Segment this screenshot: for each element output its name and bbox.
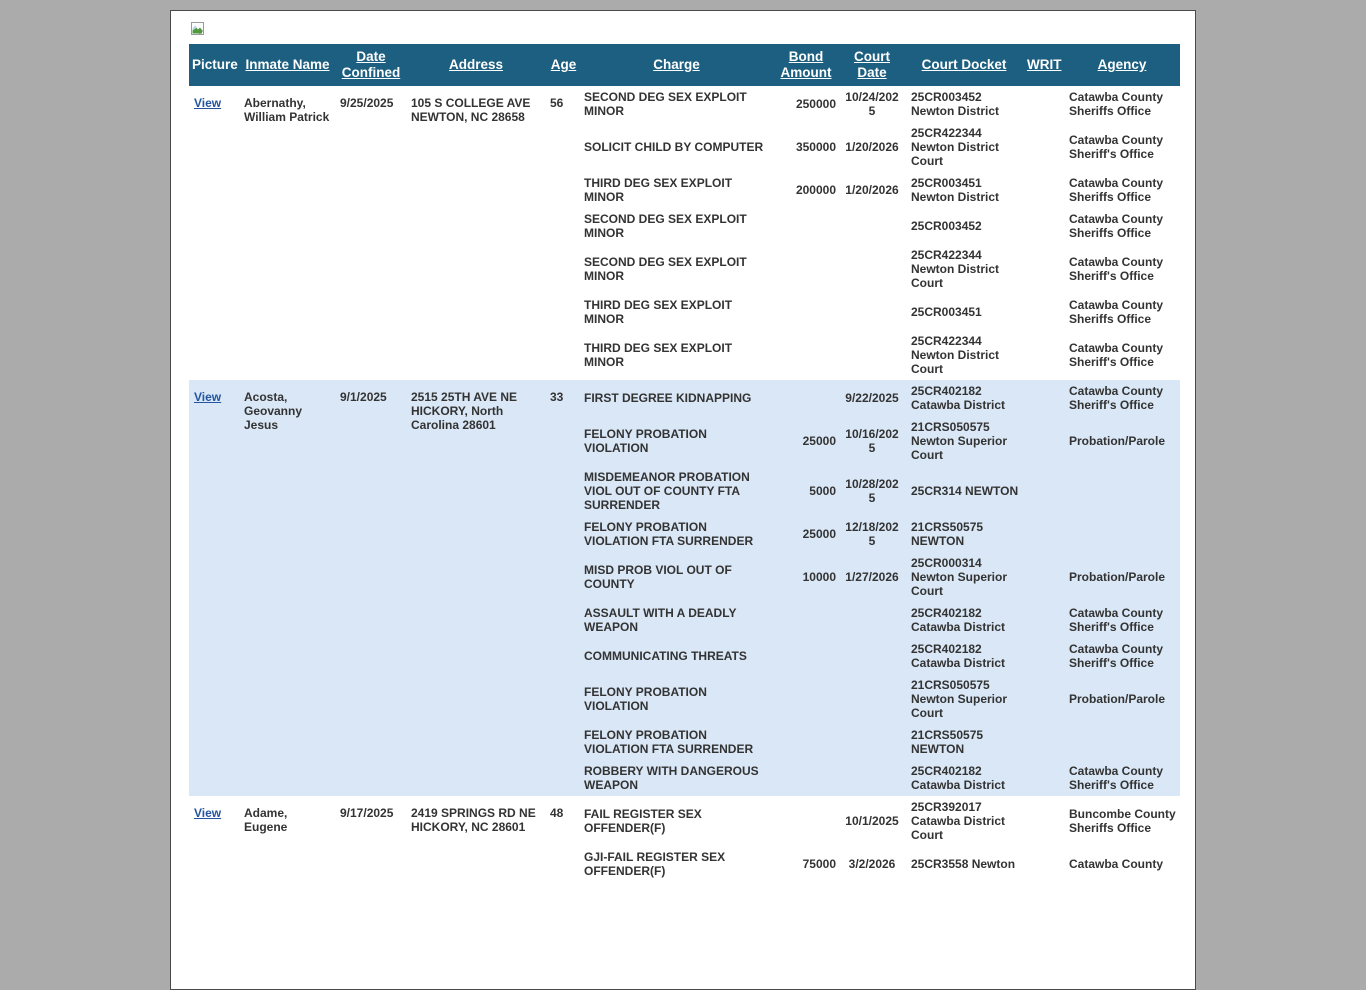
writ-cell <box>1024 796 1064 846</box>
bond-amount-cell <box>772 638 840 674</box>
inmate-roster-table <box>189 44 1180 882</box>
agency-cell: Catawba County Sheriffs Office <box>1069 212 1164 240</box>
court-date-cell <box>840 724 904 760</box>
court-docket-cell: 25CR392017 Catawba District Court <box>911 800 1006 842</box>
agency-cell: Catawba County Sheriffs Office <box>1069 176 1164 204</box>
column-header-label[interactable]: Court Docket <box>921 57 1007 72</box>
court-date-cell: 10/1/2025 <box>845 814 899 828</box>
writ-cell <box>1024 244 1064 294</box>
court-docket-cell: 25CR000314 Newton Superior Court <box>911 556 1008 598</box>
inmate-name-cell: Adame, Eugene <box>244 806 288 834</box>
charge-cell: ASSAULT WITH A DEADLY WEAPON <box>584 606 737 634</box>
charge-cell: COMMUNICATING THREATS <box>584 649 747 663</box>
court-docket-cell: 25CR003451 <box>911 305 982 319</box>
charge-cell: SECOND DEG SEX EXPLOIT MINOR <box>584 212 747 240</box>
court-date-cell: 10/24/2025 <box>845 90 899 118</box>
charge-cell: FELONY PROBATION VIOLATION FTA SURRENDER <box>584 728 754 756</box>
view-link[interactable]: View <box>194 806 222 820</box>
column-header-agency[interactable] <box>1064 44 1180 86</box>
court-date-cell: 3/2/2026 <box>848 857 896 871</box>
writ-cell <box>1024 466 1064 516</box>
writ-cell <box>1024 674 1064 724</box>
agency-cell: Catawba County Sheriffs Office <box>1069 298 1164 326</box>
court-date-cell <box>840 602 904 638</box>
inmate-name-cell: Acosta, Geovanny Jesus <box>244 390 303 432</box>
writ-cell <box>1024 416 1064 466</box>
court-docket-cell: 21CRS050575 Newton Superior Court <box>911 420 1008 462</box>
court-docket-cell: 25CR402182 Catawba District <box>911 606 1006 634</box>
agency-cell <box>1064 466 1180 516</box>
column-header-court-docket[interactable] <box>904 44 1024 86</box>
agency-cell <box>1064 516 1180 552</box>
court-docket-cell: 25CR422344 Newton District Court <box>911 248 1000 290</box>
writ-cell <box>1024 846 1064 882</box>
age-cell: 56 <box>550 96 564 110</box>
date-confined-cell: 9/1/2025 <box>340 390 387 404</box>
writ-cell <box>1024 86 1064 122</box>
view-link[interactable]: View <box>194 390 222 404</box>
writ-cell <box>1024 760 1064 796</box>
view-link[interactable]: View <box>194 96 222 110</box>
agency-cell: Catawba County <box>1069 857 1164 871</box>
bond-amount-cell <box>772 294 840 330</box>
bond-amount-cell: 25000 <box>802 527 836 541</box>
charge-cell: THIRD DEG SEX EXPLOIT MINOR <box>584 341 733 369</box>
address-cell: 2515 25TH AVE NE HICKORY, North Carolina 28601 <box>411 390 518 432</box>
agency-cell: Catawba County Sheriff's Office <box>1069 133 1164 161</box>
writ-cell <box>1024 122 1064 172</box>
charge-cell: FELONY PROBATION VIOLATION FTA SURRENDER <box>584 520 754 548</box>
court-date-cell: 1/27/2026 <box>845 570 899 584</box>
charge-cell: FELONY PROBATION VIOLATION <box>584 685 707 713</box>
court-docket-cell: 25CR402182 Catawba District <box>911 764 1006 792</box>
court-date-cell <box>840 294 904 330</box>
picture-cell <box>189 380 239 796</box>
agency-cell: Catawba County Sheriff's Office <box>1069 341 1164 369</box>
court-date-cell <box>840 208 904 244</box>
court-date-cell <box>840 760 904 796</box>
court-date-cell: 1/20/2026 <box>845 140 899 154</box>
charge-cell: SOLICIT CHILD BY COMPUTER <box>584 140 764 154</box>
bond-amount-cell <box>772 760 840 796</box>
writ-cell <box>1024 602 1064 638</box>
court-docket-cell: 25CR402182 Catawba District <box>911 642 1006 670</box>
writ-cell <box>1024 380 1064 416</box>
court-date-cell: 1/20/2026 <box>845 183 899 197</box>
header-row <box>189 44 1180 86</box>
charge-cell: SECOND DEG SEX EXPLOIT MINOR <box>584 90 747 118</box>
inmate-section <box>189 86 1180 380</box>
bond-amount-cell: 75000 <box>802 857 836 871</box>
court-docket-cell: 25CR402182 Catawba District <box>911 384 1006 412</box>
bond-amount-cell: 350000 <box>795 140 836 154</box>
court-date-cell: 12/18/2025 <box>845 520 899 548</box>
court-date-cell: 10/16/2025 <box>845 427 899 455</box>
charge-cell: GJI-FAIL REGISTER SEX OFFENDER(F) <box>584 850 726 878</box>
bond-amount-cell <box>772 602 840 638</box>
bond-amount-cell: 5000 <box>809 484 836 498</box>
agency-cell: Catawba County Sheriff's Office <box>1069 642 1164 670</box>
court-date-cell <box>840 244 904 294</box>
column-header-charge[interactable] <box>581 44 772 86</box>
date-confined-cell: 9/25/2025 <box>340 96 394 110</box>
charge-cell: FELONY PROBATION VIOLATION <box>584 427 707 455</box>
column-header-label: Picture <box>192 57 238 72</box>
agency-cell: Catawba County Sheriff's Office <box>1069 764 1164 792</box>
column-header-label[interactable]: Age <box>550 57 577 72</box>
charge-cell: MISDEMEANOR PROBATION VIOL OUT OF COUNTY FTA SURRENDER <box>584 470 750 512</box>
court-date-cell: 10/28/2025 <box>845 477 899 505</box>
charge-cell: MISD PROB VIOL OUT OF COUNTY <box>584 563 732 591</box>
charge-cell: ROBBERY WITH DANGEROUS WEAPON <box>584 764 759 792</box>
bond-amount-cell <box>772 244 840 294</box>
column-header-label[interactable]: Court Date <box>854 49 890 80</box>
court-date-cell: 9/22/2025 <box>845 391 899 405</box>
charge-cell: THIRD DEG SEX EXPLOIT MINOR <box>584 298 733 326</box>
age-cell: 33 <box>550 390 564 404</box>
agency-cell: Catawba County Sheriffs Office <box>1069 90 1164 118</box>
column-header-age[interactable] <box>546 44 581 86</box>
agency-cell: Probation/Parole <box>1069 692 1166 706</box>
court-docket-cell: 25CR003451 Newton District <box>911 176 1000 204</box>
bond-amount-cell: 200000 <box>795 183 836 197</box>
court-docket-cell: 21CRS50575 NEWTON <box>911 520 984 548</box>
charge-row <box>189 796 1180 846</box>
inmate-section <box>189 796 1180 882</box>
agency-cell: Buncombe County Sheriffs Office <box>1069 807 1176 835</box>
column-header-label[interactable]: Agency <box>1097 57 1147 72</box>
charge-cell: SECOND DEG SEX EXPLOIT MINOR <box>584 255 747 283</box>
age-cell: 48 <box>550 806 564 820</box>
charge-cell: FIRST DEGREE KIDNAPPING <box>584 391 752 405</box>
agency-cell <box>1064 724 1180 760</box>
column-header-label[interactable]: Date Confined <box>341 49 401 80</box>
court-docket-cell: 25CR422344 Newton District Court <box>911 126 1000 168</box>
agency-cell: Catawba County Sheriff's Office <box>1069 606 1164 634</box>
agency-cell: Probation/Parole <box>1069 570 1166 584</box>
address-cell: 2419 SPRINGS RD NE HICKORY, NC 28601 <box>411 806 536 834</box>
charge-row <box>189 380 1180 416</box>
bond-amount-cell: 250000 <box>795 97 836 111</box>
content-panel <box>170 10 1196 990</box>
address-cell: 105 S COLLEGE AVE NEWTON, NC 28658 <box>411 96 531 124</box>
bond-amount-cell: 10000 <box>802 570 836 584</box>
inmate-name-cell: Abernathy, William Patrick <box>244 96 330 124</box>
column-header-label[interactable]: Inmate Name <box>245 57 330 72</box>
writ-cell <box>1024 208 1064 244</box>
charge-cell: THIRD DEG SEX EXPLOIT MINOR <box>584 176 733 204</box>
writ-cell <box>1024 638 1064 674</box>
court-docket-cell: 25CR422344 Newton District Court <box>911 334 1000 376</box>
inmate-section <box>189 380 1180 796</box>
writ-cell <box>1024 724 1064 760</box>
court-date-cell <box>840 674 904 724</box>
court-docket-cell: 21CRS50575 NEWTON <box>911 728 984 756</box>
court-docket-cell: 25CR003452 Newton District <box>911 90 1000 118</box>
column-header-inmate-name[interactable] <box>239 44 336 86</box>
writ-cell <box>1024 516 1064 552</box>
court-docket-cell: 25CR3558 Newton <box>911 857 1016 871</box>
bond-amount-cell: 25000 <box>802 434 836 448</box>
column-header-bond-amount[interactable] <box>772 44 840 86</box>
column-header-date-confined[interactable] <box>336 44 406 86</box>
column-header-label[interactable]: Bond Amount <box>780 49 832 80</box>
agency-cell: Catawba County Sheriff's Office <box>1069 384 1164 412</box>
charge-cell: FAIL REGISTER SEX OFFENDER(F) <box>584 807 702 835</box>
table-header <box>189 44 1180 86</box>
column-header-label[interactable]: Address <box>448 57 504 72</box>
bond-amount-cell <box>772 724 840 760</box>
court-date-cell <box>840 330 904 380</box>
picture-cell <box>189 796 239 882</box>
court-docket-cell: 21CRS050575 Newton Superior Court <box>911 678 1008 720</box>
writ-cell <box>1024 294 1064 330</box>
court-date-cell <box>840 638 904 674</box>
column-header-picture <box>189 44 239 86</box>
bond-amount-cell <box>772 330 840 380</box>
agency-cell: Probation/Parole <box>1069 434 1166 448</box>
agency-cell: Catawba County Sheriff's Office <box>1069 255 1164 283</box>
writ-cell <box>1024 172 1064 208</box>
column-header-address[interactable] <box>406 44 546 86</box>
column-header-court-date[interactable] <box>840 44 904 86</box>
broken-image-icon <box>191 22 205 36</box>
court-docket-cell: 25CR003452 <box>911 219 982 233</box>
charge-row <box>189 86 1180 122</box>
column-header-writ[interactable] <box>1024 44 1064 86</box>
bond-amount-cell <box>772 674 840 724</box>
column-header-label[interactable]: WRIT <box>1027 57 1062 72</box>
picture-cell <box>189 86 239 380</box>
date-confined-cell: 9/17/2025 <box>340 806 394 820</box>
writ-cell <box>1024 552 1064 602</box>
column-header-label[interactable]: Charge <box>653 57 700 72</box>
bond-amount-cell <box>772 380 840 416</box>
court-docket-cell: 25CR314 NEWTON <box>911 484 1019 498</box>
bond-amount-cell <box>772 796 840 846</box>
writ-cell <box>1024 330 1064 380</box>
bond-amount-cell <box>772 208 840 244</box>
